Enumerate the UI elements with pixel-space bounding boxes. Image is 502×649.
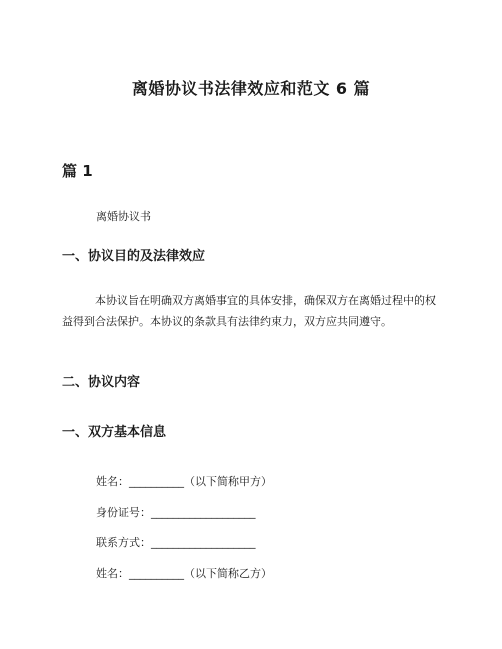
document-title: 离婚协议书法律效应和范文 6 篇 [131, 79, 371, 98]
field-party-a-name: 姓名：__________（以下简称甲方） [96, 475, 272, 488]
paragraph-purpose: 本协议旨在明确双方离婚事宜的具体安排，确保双方在离婚过程中的权益得到合法保护。本协议的条款具有法律约束力，双方应共同遵守。 [62, 294, 436, 328]
heading-basic-info: 一、双方基本信息 [62, 425, 167, 440]
heading-purpose-effect: 一、协议目的及法律效应 [62, 249, 206, 264]
field-party-b-name: 姓名：__________（以下简称乙方） [96, 567, 272, 580]
agreement-subtitle: 离婚协议书 [96, 210, 151, 223]
field-party-a-id: 身份证号：___________________ [96, 506, 256, 519]
field-party-a-contact: 联系方式：___________________ [96, 536, 256, 549]
heading-agreement-content: 二、协议内容 [62, 375, 141, 390]
section-label: 篇 1 [62, 162, 93, 180]
